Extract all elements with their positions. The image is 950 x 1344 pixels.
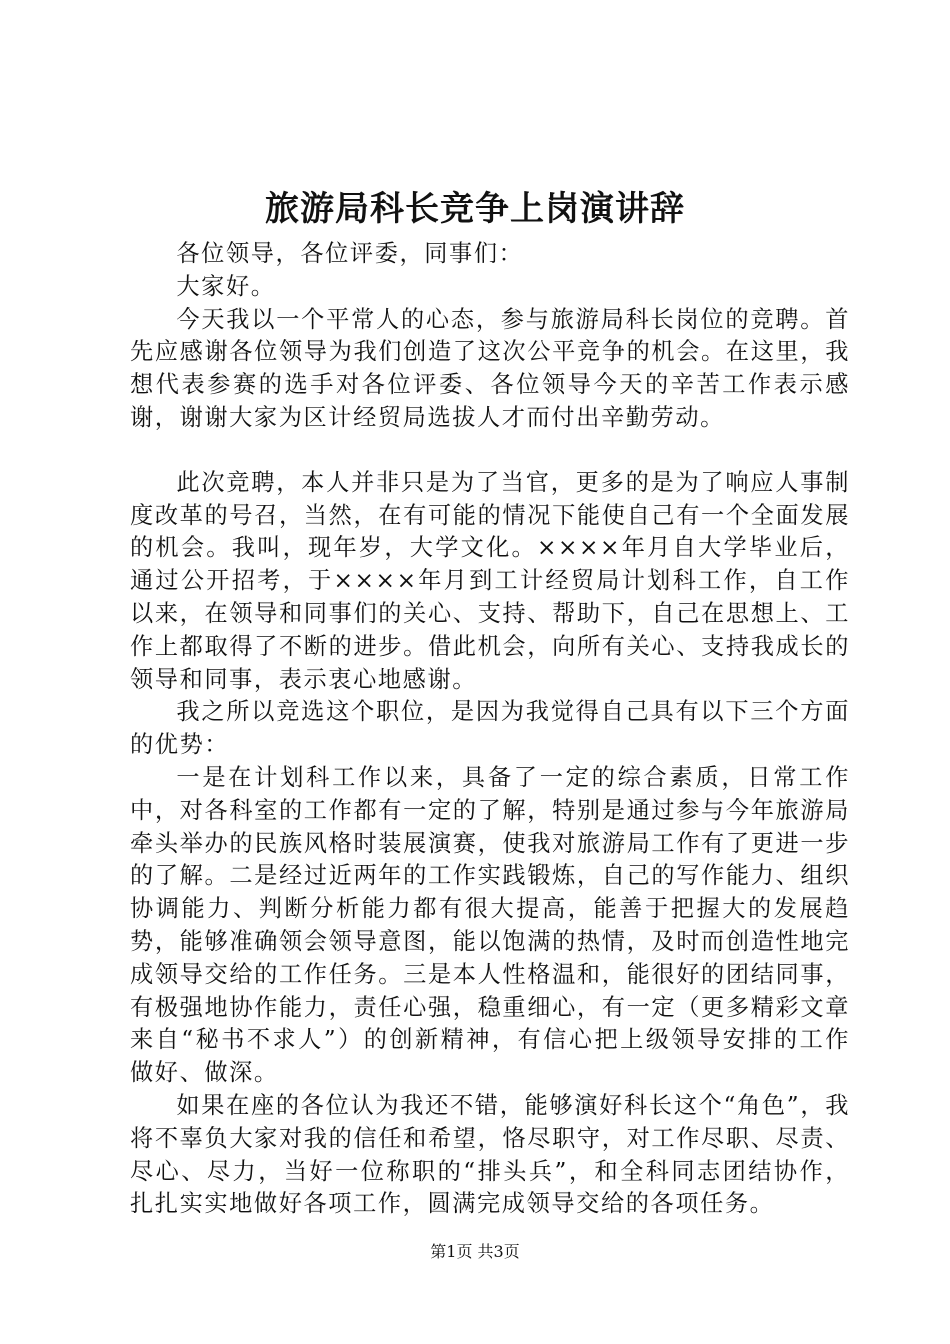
paragraph-background: 此次竞聘，本人并非只是为了当官，更多的是为了响应人事制度改革的号召，当然，在有可能的情况下能使自己有一个全面发展的机会。我叫，现年岁，大学文化。××××年月自大学毕业后，通过公开招考，于××××年月到工计经贸局计划科工作，自工作以来，在领导和同事们的关心、支持、帮助下，自己在思想上、工作上都取得了不断的进步。借此机会，向所有关心、支持我成长的领导和同事，表示衷心地感谢。: [130, 468, 850, 693]
paragraph-reason: 我之所以竞选这个职位，是因为我觉得自己具有以下三个方面的优势：: [130, 698, 850, 759]
paragraph-advantages: 一是在计划科工作以来，具备了一定的综合素质，日常工作中，对各科室的工作都有一定的了解，特别是通过参与今年旅游局牵头举办的民族风格时装展演赛，使我对旅游局工作有了更进一步的了解。二是经过近两年的工作实践锻炼，自己的写作能力、组织协调能力、判断分析能力都有很大提高，能善于把握大的发展趋势，能够准确领会领导意图，能以饱满的热情，及时而创造性地完成领导交给的工作任务。三是本人性格温和，能很好的团结同事，有极强地协作能力，责任心强，稳重细心，有一定（更多精彩文章来自“秘书不求人”）的创新精神，有信心把上级领导安排的工作做好、做深。: [130, 763, 850, 1087]
greeting: 大家好。: [176, 272, 276, 300]
paragraph-closing: 如果在座的各位认为我还不错，能够演好科长这个“角色”，我将不辜负大家对我的信任和希望，恪尽职守，对工作尽职、尽责、尽心、尽力，当好一位称职的“排头兵”，和全科同志团结协作，扎扎实实地做好各项工作，圆满完成领导交给的各项任务。: [130, 1091, 850, 1218]
document-body: [130, 238, 850, 1221]
page-footer: 第1页 共3页: [430, 1242, 520, 1261]
document-title: 旅游局科长竞争上岗演讲辞: [265, 189, 685, 229]
salutation: 各位领导，各位评委，同事们：: [176, 240, 524, 267]
paragraph-intro: 今天我以一个平常人的心态，参与旅游局科长岗位的竞聘。首先应感谢各位领导为我们创造了这次公平竞争的机会。在这里，我想代表参赛的选手对各位评委、各位领导今天的辛苦工作表示感谢，谢谢大家为区计经贸局选拔人才而付出辛勤劳动。: [130, 305, 850, 431]
